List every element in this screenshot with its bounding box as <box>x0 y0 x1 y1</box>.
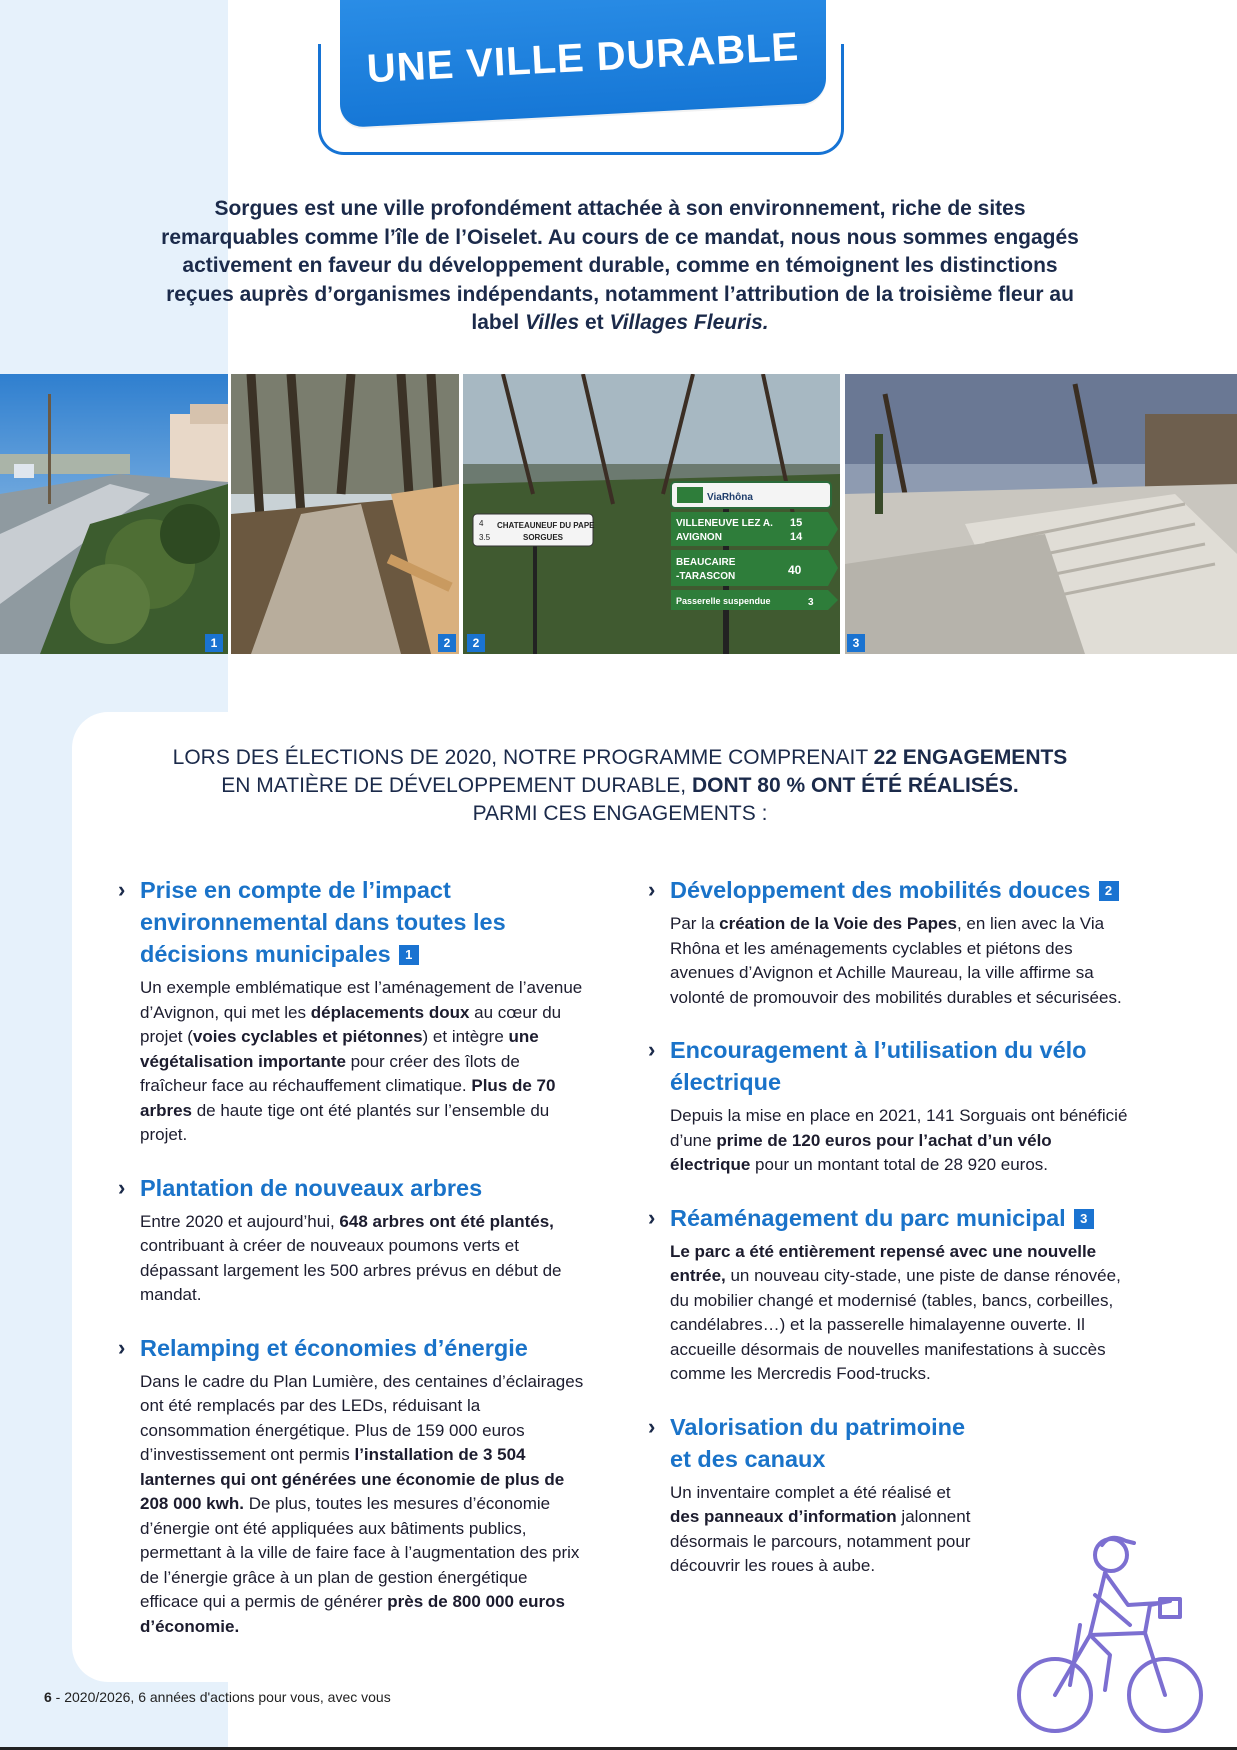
sign-number: 3.5 <box>479 533 491 542</box>
sign-number: 4 <box>479 519 484 528</box>
engagement-text: Dans le cadre du Plan Lumière, des centaines d’éclairages ont été remplacés par des LEDs, réduisant la consommation énergétique. Plus de 159 000 euros d’investissement ont permis l’installation de 3 504 lanternes qui ont générées une économie de plus de 208 000 kwh. De plus, toutes les mesures d’économie d’énergie ont été appliquées aux bâtiments publics, permettant à la ville de faire face à l’augmentation des prix de l’énergie grâce à un plan de gestion énergétique efficace qui a permis de générer près de 800 000 euros d’économie. <box>140 1371 584 1636</box>
signpost-small <box>473 514 595 546</box>
engagements-text: LORS DES ÉLECTIONS DE 2020, NOTRE PROGRAMME COMPRENAIT <box>172 746 874 769</box>
engagement-heading <box>118 874 588 970</box>
signpost-viarhona <box>671 482 838 610</box>
footer-text: - 2020/2026, 6 années d'actions pour vous, avec vous <box>51 1689 391 1705</box>
page-footer <box>44 1689 391 1705</box>
sign-text: -TARASCON <box>676 571 736 582</box>
chevron-right-icon: › <box>118 877 126 902</box>
sign-text: SORGUES <box>523 533 564 542</box>
intro-line: Sorgues est une ville profondément attachée à son environnement, riche de sites <box>214 197 1026 220</box>
right-column <box>648 874 1128 1603</box>
sign-number: 3 <box>808 597 814 608</box>
engagement-text: Le parc a été entièrement repensé avec une nouvelle entrée, un nouveau city-stade, une piste de danse rénovée, du mobilier changé et modernisé (tables, bancs, corbeilles, candélabres…) et la passerelle himalayenne ouverte. Il accueille désormais de nouvelles manifestations à succès comme les Mercredis Food-trucks. <box>670 1241 1121 1383</box>
intro-line: reçues auprès d’organismes indépendants, notamment l’attribution de la troisième fleur au <box>166 282 1074 306</box>
sign-brand: ViaRhôna <box>707 492 753 503</box>
intro-paragraph <box>120 195 1120 338</box>
sign-text: CHATEAUNEUF DU PAPE <box>497 521 595 530</box>
heading-text: Développement des mobilités douces <box>670 877 1091 903</box>
intro-italic: Villages Fleuris. <box>609 311 769 334</box>
engagements-highlight: 22 ENGAGEMENTS <box>873 746 1068 769</box>
sign-number: 40 <box>788 563 802 577</box>
reference-number-badge: 2 <box>1099 881 1119 901</box>
left-column <box>118 874 588 1663</box>
engagement-item <box>648 1411 978 1579</box>
sign-text: AVIGNON <box>676 532 722 543</box>
chevron-right-icon: › <box>118 1334 126 1360</box>
sign-text: Passerelle suspendue <box>676 596 771 606</box>
engagement-heading <box>118 1332 588 1364</box>
sign-number: 15 <box>790 517 803 529</box>
photo-park-steps <box>845 374 1237 654</box>
engagement-heading <box>648 874 1128 906</box>
sign-number: 14 <box>790 531 803 543</box>
engagement-text: Un inventaire complet a été réalisé et des panneaux d’information jalonnent désormais le parcours, notamment pour découvrir les roues à aube. <box>670 1482 971 1575</box>
photo-signposts <box>463 374 840 654</box>
engagement-heading <box>648 1411 978 1475</box>
photo-badge: 2 <box>438 634 456 652</box>
reference-number-badge: 1 <box>399 945 419 965</box>
engagement-item <box>648 874 1128 1010</box>
engagement-text: Entre 2020 et aujourd’hui, 648 arbres ont été plantés, contribuant à créer de nouveaux poumons verts et dépassant largement les 500 arbres prévus en début de mandat. <box>140 1211 562 1304</box>
intro-italic: Villes <box>525 311 580 334</box>
engagement-text: Par la création de la Voie des Papes, en lien avec la Via Rhôna et les aménagements cyclables et piétons des avenues d’Avignon et Achille Maureau, la ville affirme sa volonté de promouvoir des mobilités durables et sécurisées. <box>670 914 1122 1007</box>
heading-text: Réaménagement du parc municipal <box>670 1204 1066 1231</box>
engagement-item <box>648 1202 1128 1387</box>
heading-text: Valorisation du patrimoine et des canaux <box>670 1413 966 1472</box>
intro-line: label <box>471 311 526 334</box>
page-title: UNE VILLE DURABLE <box>365 24 801 92</box>
reference-number-badge: 3 <box>1074 1209 1094 1229</box>
cyclist-illustration-icon <box>1010 1525 1210 1740</box>
photo-avenue <box>0 374 228 654</box>
engagements-highlight: DONT 80 % ONT ÉTÉ RÉALISÉS. <box>691 774 1019 797</box>
chevron-right-icon: › <box>648 1204 656 1230</box>
sign-text: BEAUCAIRE <box>676 557 736 568</box>
engagement-item <box>118 874 588 1148</box>
heading-text: Relamping et économies d’énergie <box>140 1334 528 1361</box>
engagements-text: EN MATIÈRE DE DÉVELOPPEMENT DURABLE, <box>221 774 692 797</box>
engagement-heading <box>648 1202 1128 1234</box>
engagement-item <box>118 1172 588 1308</box>
heading-text: Prise en compte de l’impact environnemental dans toutes les décisions municipales <box>140 877 506 967</box>
engagement-text: Un exemple emblématique est l’aménagement de l’avenue d’Avignon, qui met les déplacements doux au cœur du projet (voies cyclables et piétonnes) et intègre une végétalisation importante pour créer des îlots de fraîcheur face au réchauffement climatique. Plus de 70 arbres de haute tige ont été plantés sur l’ensemble du projet. <box>140 978 583 1144</box>
engagement-heading <box>118 1172 588 1204</box>
chevron-right-icon: › <box>648 1037 656 1062</box>
intro-line: activement en faveur du développement durable, comme en témoignent les distinctions <box>182 254 1058 277</box>
engagement-item <box>648 1034 1128 1178</box>
chevron-right-icon: › <box>648 877 656 902</box>
heading-text: Encouragement à l’utilisation du vélo électrique <box>670 1037 1087 1095</box>
chevron-right-icon: › <box>118 1174 126 1200</box>
photo-badge: 1 <box>205 634 223 652</box>
photo-badge: 2 <box>467 634 485 652</box>
engagements-intro <box>120 744 1120 828</box>
photo-path <box>231 374 459 654</box>
chevron-right-icon: › <box>648 1413 656 1439</box>
photo-badge: 3 <box>847 634 865 652</box>
photo-strip <box>0 374 1237 654</box>
heading-text: Plantation de nouveaux arbres <box>140 1174 483 1201</box>
sign-text: VILLENEUVE LEZ A. <box>676 518 773 529</box>
engagement-text: Depuis la mise en place en 2021, 141 Sorguais ont bénéficié d’une prime de 120 euros pour l’achat d’un vélo électrique pour un montant total de 28 920 euros. <box>670 1106 1128 1174</box>
engagement-heading <box>648 1034 1128 1098</box>
intro-line: et <box>579 311 610 334</box>
intro-line: remarquables comme l’île de l’Oiselet. Au cours de ce mandat, nous nous sommes engagés <box>161 225 1079 249</box>
engagements-text: PARMI CES ENGAGEMENTS : <box>472 802 768 825</box>
engagement-item <box>118 1332 588 1640</box>
page-number: 6 <box>44 1689 52 1705</box>
